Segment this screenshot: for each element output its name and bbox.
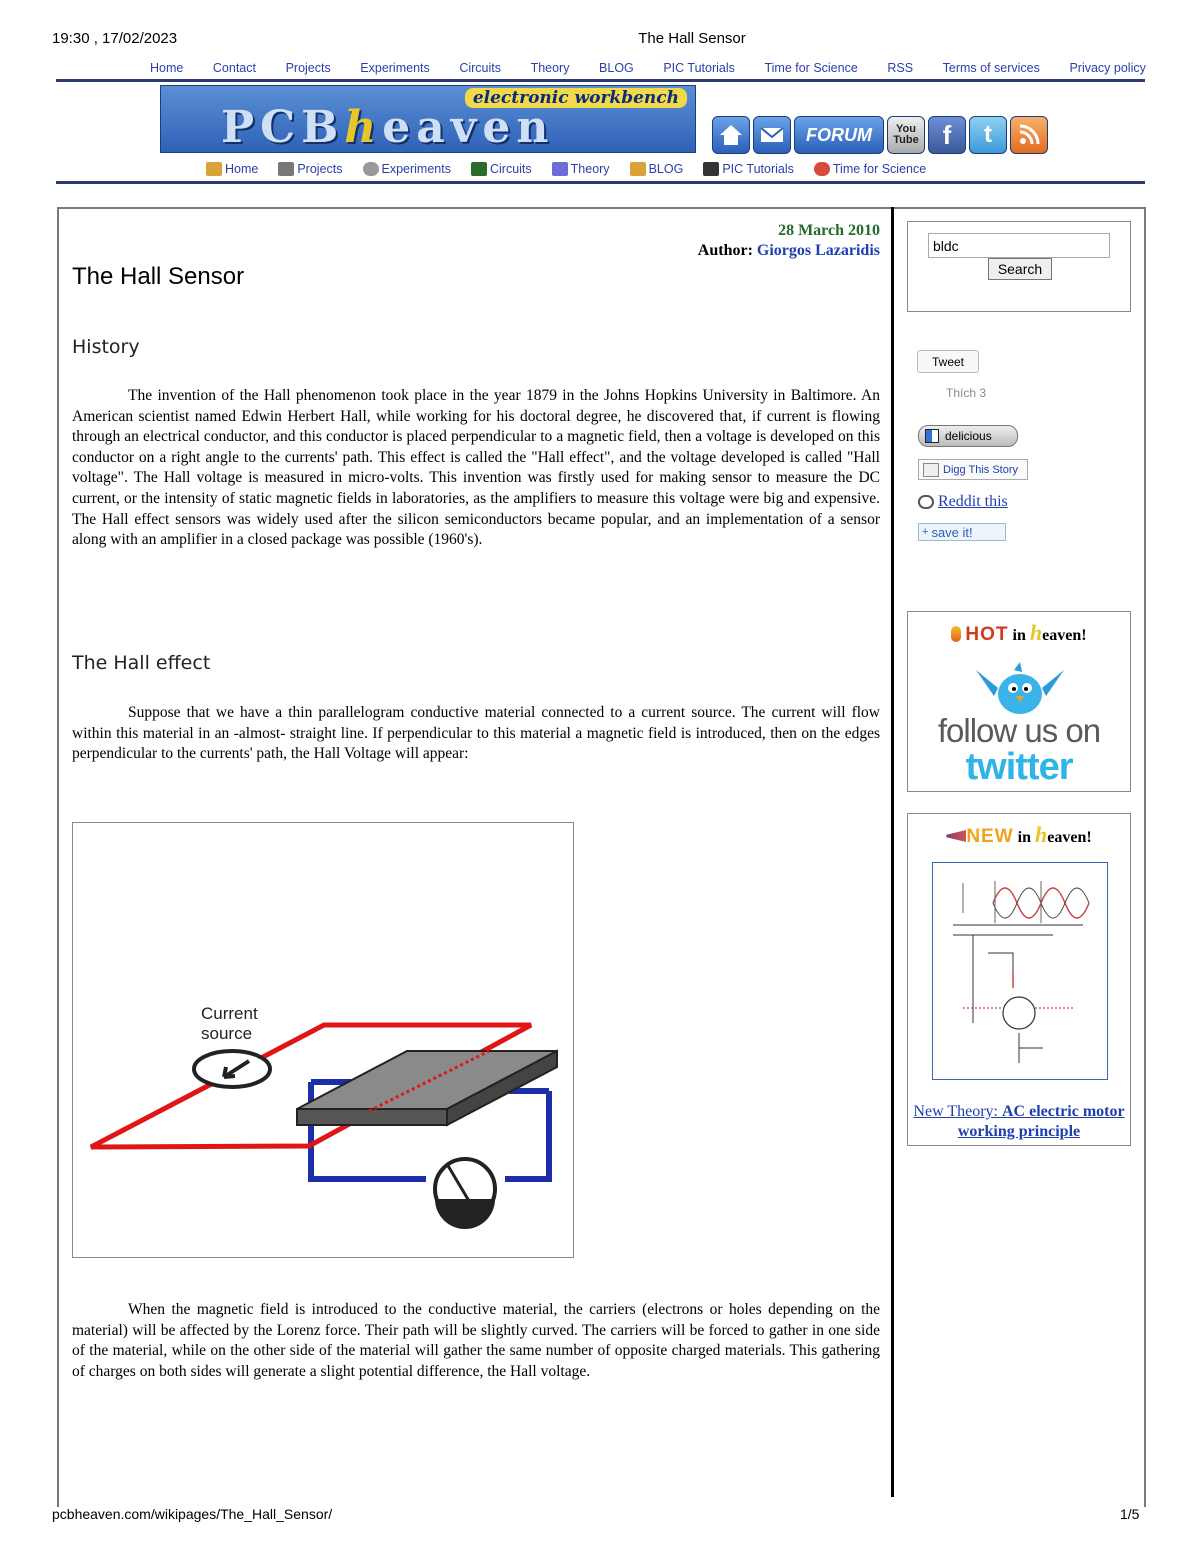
sub-nav (206, 162, 926, 176)
sub-nav-label: Home (225, 162, 259, 176)
top-nav-rss[interactable]: RSS (887, 61, 914, 75)
hot-word: HOT (965, 624, 1009, 645)
carriers-paragraph: When the magnetic field is introduced to the conductive material, the carriers (electrons or holes depending on the material) will be affected by the Lorenz force. Their path will be slightly curved. The carriers will be forced to gather in one side of the material, while on the other side of the material will gather the same number of opposite charged materials. This gathering of charges on both sides will generate a slight potential difference, the Hall voltage. (72, 1301, 880, 1380)
sub-nav-time-for-science[interactable] (814, 162, 926, 176)
reddit-link[interactable] (918, 493, 1008, 511)
page-number: 1/5 (1120, 1506, 1140, 1522)
sub-nav-label: Experiments (381, 162, 451, 176)
author-line (500, 242, 880, 260)
sub-nav-label: Circuits (489, 162, 532, 176)
reddit-icon (918, 495, 934, 509)
top-nav-contact[interactable]: Contact (212, 61, 256, 75)
delicious-button[interactable] (918, 425, 1018, 447)
save-it-button[interactable] (918, 523, 1006, 541)
rss-icon[interactable] (1010, 116, 1048, 154)
logo-eaven: eaven (382, 102, 555, 153)
megaphone-icon (946, 830, 966, 842)
delicious-label: delicious (945, 429, 992, 443)
top-nav-privacy[interactable]: Privacy policy (1069, 61, 1146, 75)
current-source-symbol (194, 1051, 270, 1087)
column-divider (891, 207, 894, 1497)
digg-label: Digg This Story (943, 463, 1018, 476)
sub-nav-label: BLOG (648, 162, 684, 176)
facebook-icon[interactable]: f (928, 116, 966, 154)
plate-front-edge (297, 1109, 447, 1125)
save-label: save it! (931, 524, 973, 540)
sub-nav-label: Projects (297, 162, 343, 176)
current-source-label-2: source (201, 1024, 253, 1043)
hall-effect-diagram (79, 829, 569, 1253)
new-heading (908, 822, 1130, 848)
top-nav-time-for-science[interactable]: Time for Science (764, 61, 858, 75)
top-nav-home[interactable]: Home (150, 61, 184, 75)
footer-url: pcbheaven.com/wikipages/The_Hall_Sensor/ (52, 1506, 333, 1522)
sub-nav-circuits[interactable] (471, 162, 532, 176)
tools-icon (278, 162, 294, 176)
banner-tagline: electronic workbench (465, 88, 687, 108)
twitter-icon[interactable]: t (969, 116, 1007, 154)
new-word: NEW (966, 826, 1014, 847)
header-rule-bottom (56, 181, 1145, 184)
hall-effect-paragraph: Suppose that we have a thin parallelogram conductive material connected to a current source. The current will flow within this material in an -almost- straight line. If perpendicular to this material a magnetic field is introduced, then on the edges perpendicular to the currents' path, the Hall Voltage will appear: (72, 704, 880, 763)
voltmeter-wire-right (505, 1091, 549, 1179)
top-nav-experiments[interactable]: Experiments (360, 61, 430, 75)
top-nav-blog[interactable]: BLOG (599, 61, 634, 75)
hall-effect-heading: The Hall effect (72, 652, 211, 674)
new-in-heaven-box (907, 813, 1131, 1146)
hall-effect-figure (72, 822, 574, 1258)
house-icon (206, 162, 222, 176)
plus-icon: + (922, 526, 929, 538)
twitter-wordmark[interactable]: twitter (965, 746, 1073, 788)
social-icons (712, 116, 1048, 154)
chip-icon (703, 162, 719, 176)
publish-date: 28 March 2010 (778, 222, 880, 239)
print-page-title: The Hall Sensor (638, 30, 746, 47)
heaven-h: h (1034, 822, 1048, 847)
history-paragraph: The invention of the Hall phenomenon took place in the year 1879 in the Johns Hopkins University in Baltimore. An American scientist named Edwin Herbert Hall, while working for his doctoral degree, he discovered that, if current is flowing through an electrical conductor, and this conductor is placed perpendicular to a magnetic field, then a voltage is developed on this conductor on a right angle to the currents' path. This effect is called the "Hall effect", and the voltage developed is called "Hall voltage". The Hall voltage is measured in micro-volts. This invention was firstly used for making sensor to measure the DC current, or the intensity of static magnetic fields in laboratories, as the amplifiers to measure this voltage were big and expensive. The Hall effect sensors was widely used after the silicon semiconductors became popular, and an implementation of a sensor along with an amplifier in a closed package was possible (1960's). (72, 387, 880, 549)
sub-nav-pic-tutorials[interactable] (703, 162, 794, 176)
top-nav (150, 61, 1146, 75)
sub-nav-blog[interactable] (630, 162, 684, 176)
ac-motor-thumbnail[interactable] (932, 862, 1108, 1080)
heaven-rest: eaven! (1042, 627, 1087, 644)
search-box (907, 221, 1131, 312)
digg-button[interactable] (918, 459, 1028, 480)
top-nav-circuits[interactable]: Circuits (459, 61, 501, 75)
author-name[interactable]: Giorgos Lazaridis (756, 242, 880, 259)
forum-button[interactable]: FORUM (794, 116, 884, 154)
gear-icon (363, 162, 379, 176)
atom-icon (814, 162, 830, 176)
mail-icon[interactable] (753, 116, 791, 154)
article-title: The Hall Sensor (72, 263, 245, 290)
top-nav-pic-tutorials[interactable]: PIC Tutorials (663, 61, 735, 75)
history-heading: History (72, 336, 140, 358)
print-datetime: 19:30 , 17/02/2023 (52, 30, 178, 47)
pencil-icon (630, 162, 646, 176)
search-button[interactable]: Search (988, 258, 1052, 280)
heaven-h: h (1029, 620, 1043, 645)
circuit-icon (471, 162, 487, 176)
youtube-label: You Tube (893, 123, 919, 146)
voltmeter-base (435, 1199, 495, 1229)
sub-nav-label: Time for Science (832, 162, 927, 176)
flame-icon (951, 626, 961, 642)
in-word: in (1012, 627, 1026, 644)
new-link-prefix: New Theory: (913, 1103, 1002, 1120)
logo-pcb: PCB (221, 102, 345, 153)
sub-nav-home[interactable] (206, 162, 258, 176)
youtube-icon[interactable] (887, 116, 925, 154)
home-icon[interactable] (712, 116, 750, 154)
hot-in-heaven-box (907, 611, 1131, 792)
sub-nav-label: PIC Tutorials (722, 162, 794, 176)
hot-heading (908, 620, 1130, 646)
like-count[interactable]: Thích 3 (946, 386, 987, 400)
author-label: Author: (697, 242, 753, 259)
top-nav-theory[interactable]: Theory (530, 61, 570, 75)
site-logo (221, 102, 554, 153)
in-word: in (1017, 829, 1031, 846)
heaven-rest: eaven! (1047, 829, 1092, 846)
search-input[interactable] (928, 233, 1110, 258)
delicious-icon (925, 429, 939, 443)
new-link-title: AC electric motor working principle (957, 1103, 1125, 1140)
twitter-bird-icon[interactable] (970, 658, 1070, 720)
sub-nav-experiments[interactable] (363, 162, 451, 176)
sub-nav-projects[interactable] (278, 162, 342, 176)
sub-nav-label: Theory (570, 162, 610, 176)
notepad-icon (552, 162, 568, 176)
top-nav-terms[interactable]: Terms of services (942, 61, 1040, 75)
reddit-label: Reddit this (938, 493, 1008, 510)
tweet-button[interactable]: Tweet (917, 350, 979, 373)
digg-icon (923, 463, 939, 477)
header-rule-top (56, 79, 1145, 82)
sub-nav-theory[interactable] (552, 162, 610, 176)
current-source-label-1: Current (201, 1004, 258, 1023)
logo-h: h (344, 102, 383, 153)
site-logo-banner[interactable] (160, 85, 696, 153)
follow-us-text[interactable]: follow us on (937, 712, 1101, 749)
top-nav-projects[interactable]: Projects (285, 61, 331, 75)
new-theory-link[interactable] (908, 1102, 1130, 1142)
